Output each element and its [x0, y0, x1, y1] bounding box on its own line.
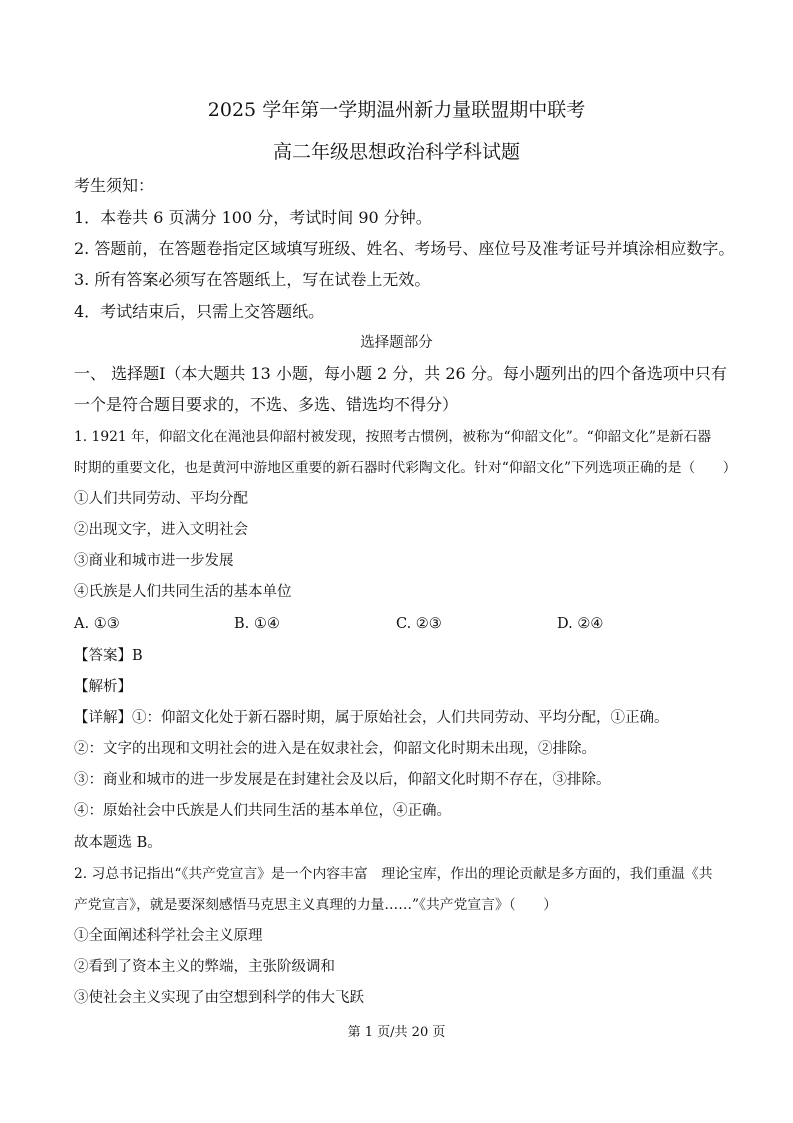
question-2-stem: 产党宣言》，就是要深刻感悟马克思主义真理的力量……”《共产党宣言》（ ）	[74, 897, 558, 913]
notice-item: 1．本卷共 6 页满分 100 分，考试时间 90 分钟。	[74, 208, 432, 227]
question-2-stem: 2. 习总书记指出“《共产党宣言》是一个内容丰富 理论宝库，作出的理论贡献是多方面的，我们重温《共	[74, 866, 713, 882]
question-1-stem: 时期的重要文化，也是黄河中游地区重要的新石器时代彩陶文化。针对“仰韶文化”下列选项正确的是（ ）	[74, 460, 737, 476]
notice-heading: 考生须知：	[74, 176, 155, 195]
option-b: B. ①④	[234, 616, 280, 632]
question-2-statement: ①全面阐述科学社会主义原理	[74, 928, 263, 944]
explanation-line: 【详解】①：仰韶文化处于新石器时期，属于原始社会，人们共同劳动、平均分配，①正确。	[74, 710, 669, 726]
explanation-line: ②：文字的出现和文明社会的进入是在奴隶社会，仰韶文化时期未出现，②排除。	[74, 741, 596, 757]
explanation-line: ④：原始社会中氏族是人们共同生活的基本单位，④正确。	[74, 803, 451, 819]
explanation-line: ③：商业和城市的进一步发展是在封建社会及以后，仰韶文化时期不存在，③排除。	[74, 772, 611, 788]
option-a: A. ①③	[74, 616, 120, 632]
question-1-stem: 1. 1921 年，仰韶文化在渑池县仰韶村被发现，按照考古惯例，被称为“仰韶文化”。“仰韶文化”是新石器	[74, 429, 712, 445]
answer: 【答案】B	[74, 648, 143, 664]
option-d: D. ②④	[557, 616, 604, 632]
question-1-statement: ②出现文字，进入文明社会	[74, 522, 248, 538]
notice-item: 3. 所有答案必须写在答题纸上，写在试卷上无效。	[74, 270, 431, 289]
question-1-statement: ③商业和城市进一步发展	[74, 553, 234, 569]
analysis-label: 【解析】	[74, 679, 132, 695]
question-1-statement: ④氏族是人们共同生活的基本单位	[74, 584, 292, 600]
explanation-line: 故本题选 B。	[74, 835, 162, 851]
question-2-statement: ③使社会主义实现了由空想到科学的伟大飞跃	[74, 990, 364, 1006]
page-subtitle: 高二年级思想政治科学科试题	[272, 141, 520, 163]
section-instruction: 一个是符合题目要求的，不选、多选、错选均不得分）	[74, 395, 459, 414]
section-instruction: 一、 选择题Ⅰ（本大题共 13 小题，每小题 2 分，共 26 分。每小题列出的四个备选项中只有	[74, 364, 727, 383]
notice-item: 4．考试结束后，只需上交答题纸。	[74, 302, 325, 321]
question-2-statement: ②看到了资本主义的弊端，主张阶级调和	[74, 959, 335, 975]
notice-item: 2. 答题前，在答题卷指定区域填写班级、姓名、考场号、座位号及准考证号并填涂相应数字。	[74, 239, 735, 258]
option-c: C. ②③	[396, 616, 442, 632]
question-1-statement: ①人们共同劳动、平均分配	[74, 491, 248, 507]
page-title: 2025 学年第一学期温州新力量联盟期中联考	[207, 99, 586, 121]
section-title: 选择题部分	[360, 335, 433, 351]
page-footer: 第 1 页/共 20 页	[347, 1025, 446, 1040]
